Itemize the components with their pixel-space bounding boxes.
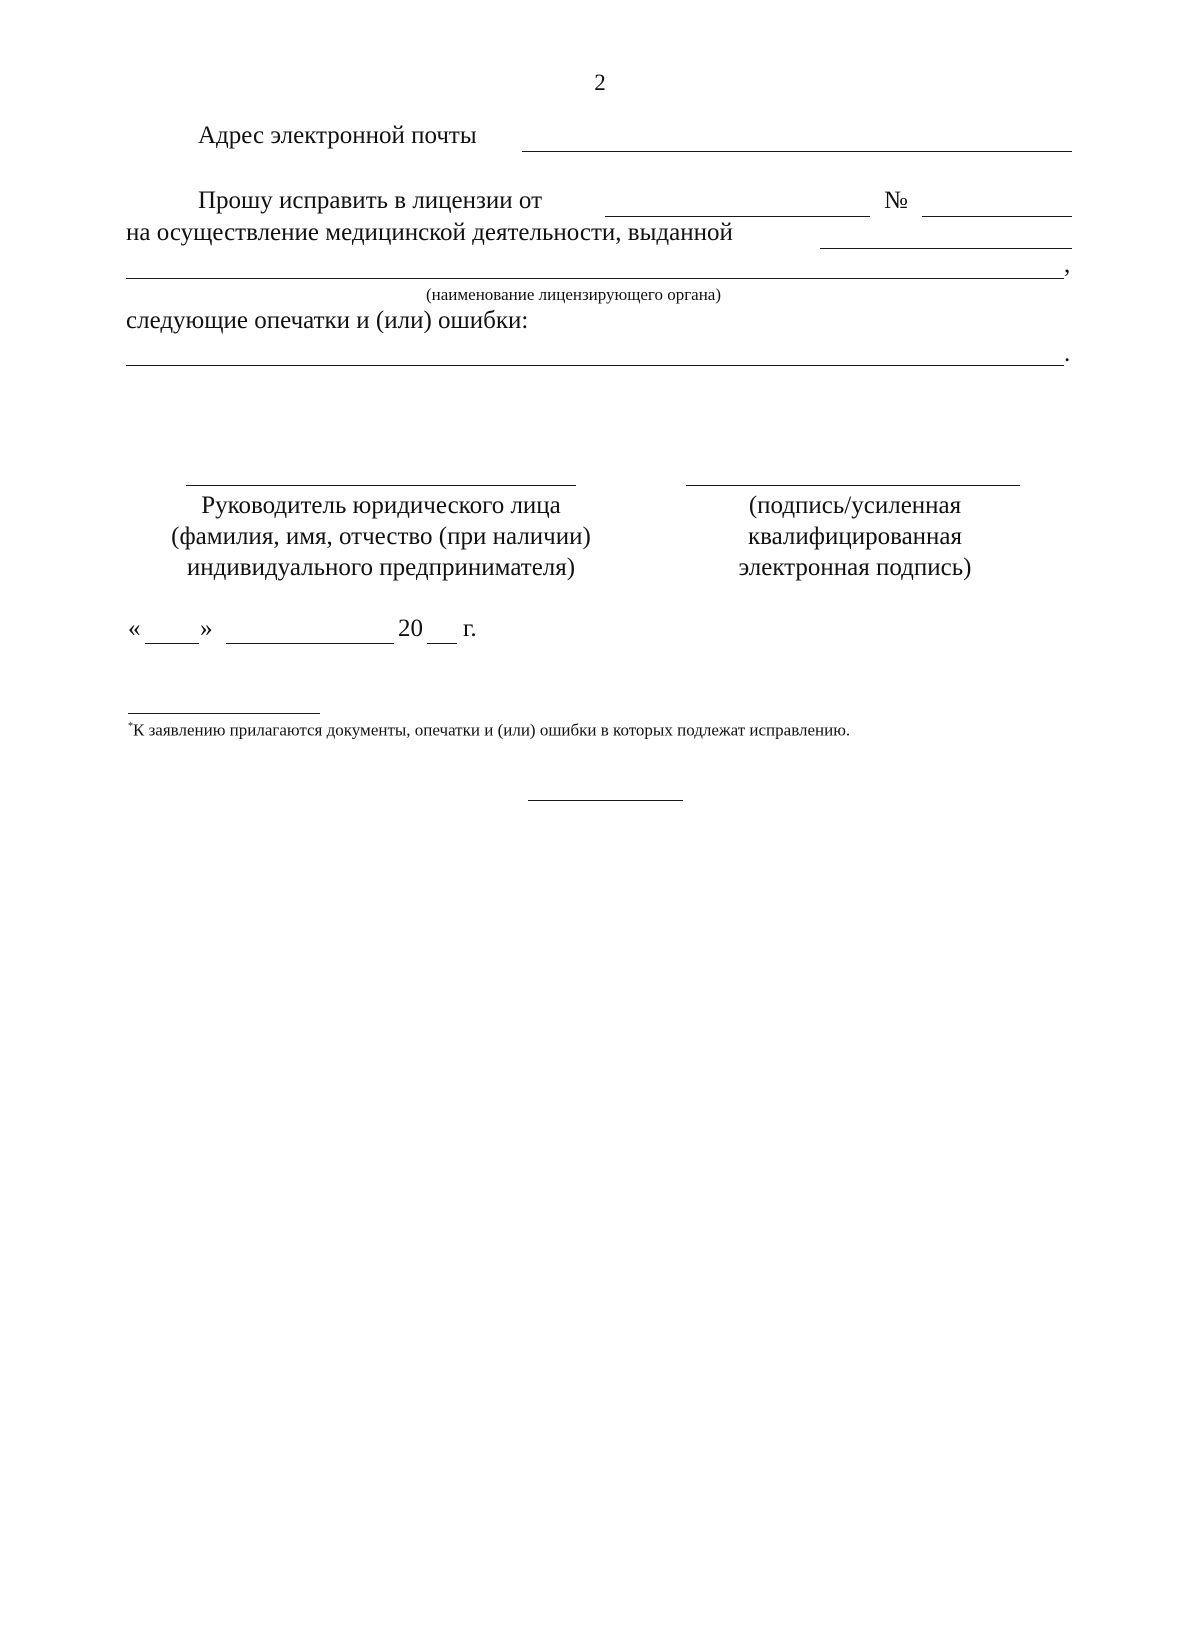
errors-period: . [1064,340,1071,367]
email-field-line[interactable] [522,151,1072,152]
authority-comma: , [1064,251,1071,278]
date-year-line[interactable] [427,643,457,644]
footnote [128,717,850,741]
head-caption [121,490,641,583]
end-separator [528,800,683,801]
signature-caption-line-1: (подпись/усиленная [748,492,962,519]
signature-caption [700,490,1010,583]
date-day-line[interactable] [145,643,199,644]
signature-caption-line-2: квалифицированная [747,523,963,550]
license-number-line[interactable] [922,216,1072,217]
footnote-text: К заявлению прилагаются документы, опечатки и (или) ошибки в которых подлежат исправлению. [133,720,851,740]
authority-caption: (наименование лицензирующего органа) [426,285,722,304]
errors-line[interactable] [126,365,1064,366]
errors-label: следующие опечатки и (или) ошибки: [126,307,529,334]
request-line2: на осуществление медицинской деятельности, выданной [126,219,733,246]
head-caption-line-2: (фамилия, имя, отчество (при наличии) [171,523,591,550]
footnote-separator [128,713,320,714]
request-line1-prefix: Прошу исправить в лицензии от [198,187,543,214]
date-year-prefix: 20 [398,615,423,642]
number-sign: № [884,187,908,214]
head-caption-line-3: индивидуального предпринимателя) [186,554,576,581]
authority-name-line[interactable] [126,278,1064,279]
date-open-quote: « [128,615,141,642]
license-date-line[interactable] [605,216,870,217]
signature-caption-line-3: электронная подпись) [738,554,972,581]
head-caption-line-1: Руководитель юридического лица [201,492,561,519]
signature-line[interactable] [686,485,1020,486]
date-month-line[interactable] [226,643,394,644]
page-number: 2 [594,70,606,95]
footnote-marker: * [128,721,133,732]
date-close-quote: » [200,615,213,642]
date-year-suffix: г. [463,615,477,642]
head-name-line[interactable] [186,485,576,486]
issued-by-line[interactable] [820,248,1072,249]
email-label: Адрес электронной почты [198,122,477,149]
